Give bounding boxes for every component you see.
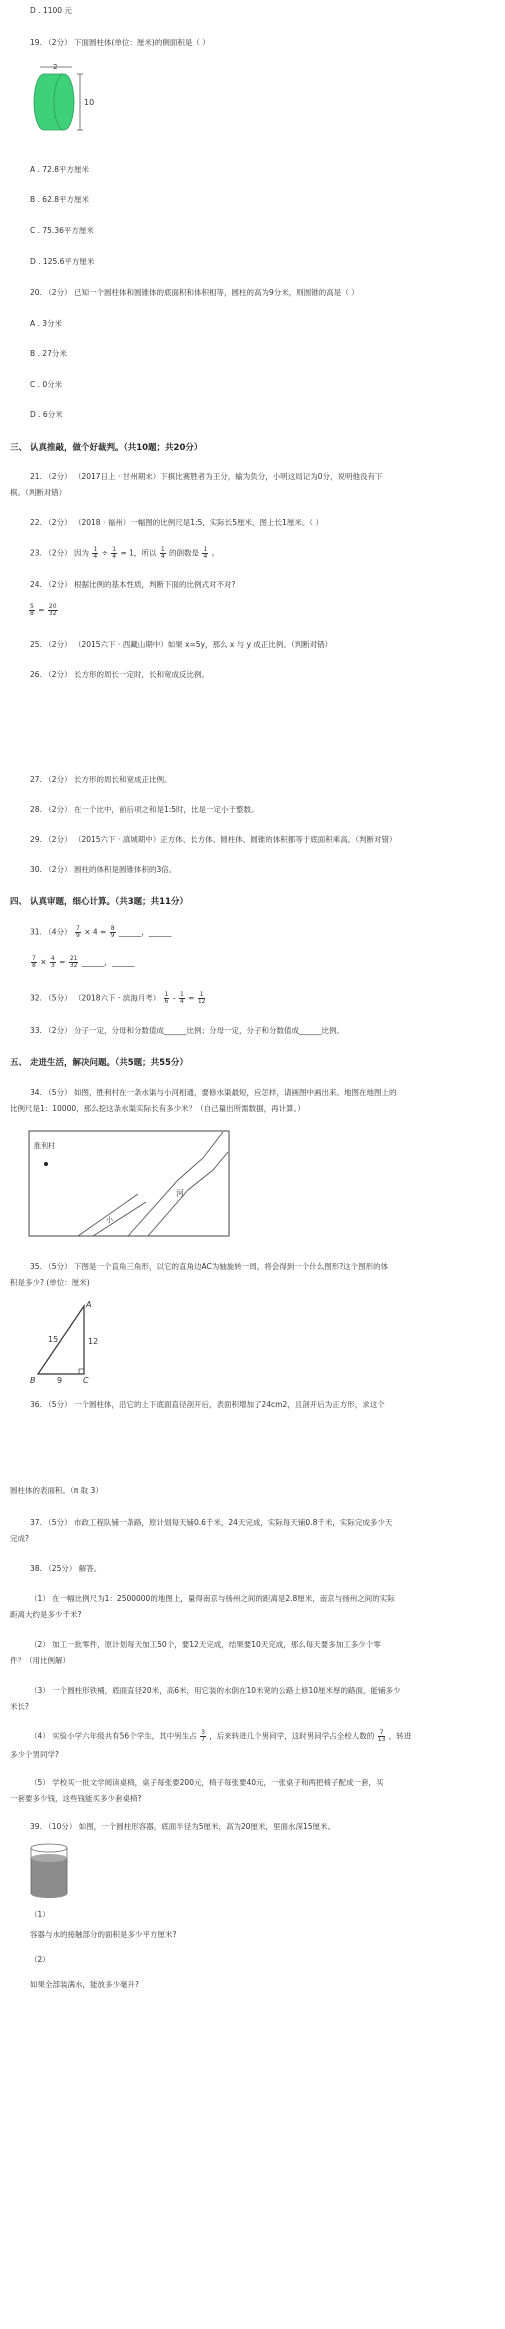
q29: 29. （2分） （2015六下 · 滇城期中）正方体、长方体、圆柱体、圆锥的体积都等于底面积乘高。（判断对错） bbox=[30, 835, 397, 844]
q38-s5-line1: （5） 学校买一批文学阅读桌椅，桌子每张要200元，椅子每张要40元，一张桌子和两把椅子配成一套，买 bbox=[30, 1778, 384, 1787]
q23: 23. （2分） 因为 $\frac{1}{4}$ ÷ $\frac{1}{4}$ = 1，所以 $\frac{1}{4}$ 的倒数是 $\frac{1}{4}$ 。 bbox=[30, 546, 220, 560]
q38-s4-line2: 多少个男同学? bbox=[10, 1750, 59, 1759]
q38-s1-line2: 距离大约是多少千米? bbox=[10, 1610, 82, 1619]
section-4-title: 四、 认真审题，细心计算。（共3题；共11分） bbox=[10, 897, 188, 907]
q38-s1-line1: （1） 在一幅比例尺为1：2500000的地图上，量得南京与扬州之间的距离是2.8厘米，南京与扬州之间的实际 bbox=[30, 1594, 395, 1603]
q39-stem: 39. （10分） 如图，一个圆柱形容器，底面半径为5厘米，高为20厘米，里面水深15厘米。 bbox=[30, 1822, 336, 1831]
q37-line2: 完成? bbox=[10, 1534, 29, 1543]
map-village-label: 胜利村 bbox=[34, 1142, 55, 1150]
q35-line1: 35. （5分） 下图是一个直角三角形，以它的直角边AC为轴旋转一周，将会得到一个什么图形?这个图形的体 bbox=[30, 1262, 389, 1271]
q18-option-d: D . 1100 元 bbox=[30, 6, 72, 15]
tri-side-15: 15 bbox=[48, 1335, 59, 1344]
q39-sub1-label: （1） bbox=[30, 1910, 50, 1919]
right-triangle-figure bbox=[28, 1296, 108, 1386]
q19-stem: 19. （2分） 下面圆柱体(单位：厘米)的侧面积是（ ） bbox=[30, 38, 210, 47]
q25: 25. （2分） （2015六下 · 西藏山期中）如果 x=5y，那么 x 与 y 成正比例。（判断对错） bbox=[30, 640, 333, 649]
q21-line2: 棋。（判断对错） bbox=[10, 488, 67, 497]
q20-option-d: D . 6分米 bbox=[30, 410, 63, 419]
q22: 22. （2分） （2018 · 福州）一幅图的比例尺是1:5，实际长5厘米，图上长1厘米。（ ） bbox=[30, 518, 323, 527]
q24-proportion: $\frac{5}{8}$ = $\frac{20}{32}$ bbox=[30, 603, 57, 617]
tri-side-9: 9 bbox=[57, 1376, 63, 1385]
q19-option-c: C . 75.36平方厘米 bbox=[30, 226, 94, 235]
q21-line1: 21. （2分） （2017日上 · 甘州期末）下棋比赛胜者为王分，输为负分，小明这局记为0分，说明他没有下 bbox=[30, 472, 383, 481]
q31-line1: 31. （4分） $\frac{7}{9}$ × 4 = $\frac{8}{9}$ ______，______ bbox=[30, 925, 172, 939]
village-point bbox=[44, 1162, 48, 1166]
q34-line1: 34. （5分） 如图，胜利村在一条水渠与小河相通，要修水渠最短，应怎样，请画图中画出来。地图在地图上的 bbox=[30, 1088, 397, 1097]
q32: 32. （5分） （2018六下 · 滨海月考） $\frac{1}{6}$ - $\frac{1}{4}$ = $\frac{1}{12}$ bbox=[30, 991, 206, 1005]
q36-line1: 36. （5分） 一个圆柱体，沿它的上下底面直径剖开后，表面积增加了24cm2，且剖开后为正方形，求这个 bbox=[30, 1400, 385, 1409]
map-canal-label: 小 bbox=[106, 1216, 113, 1224]
tri-vertex-c: C bbox=[83, 1376, 89, 1385]
q26: 26. （2分） 长方形的周长一定时，长和宽成反比例。 bbox=[30, 670, 209, 679]
map-river-label: 河 bbox=[176, 1189, 184, 1198]
q38-stem: 38. （25分） 解答。 bbox=[30, 1564, 102, 1573]
q30: 30. （2分） 圆柱的体积是圆锥体积的3倍。 bbox=[30, 865, 177, 874]
q38-s3-line1: （3） 一个圆柱形铁桶，底面直径20米，高6米，用它装的水倒在10米宽的公路上修10厘米厚的路面，能铺多少 bbox=[30, 1686, 401, 1695]
q20-option-a: A . 3分米 bbox=[30, 319, 63, 328]
q19-option-a: A . 72.8平方厘米 bbox=[30, 165, 89, 174]
section-5-title: 五、 走进生活，解决问题。（共5题；共55分） bbox=[10, 1058, 188, 1068]
q28: 28. （2分） 在一个比中，前后项之和是1:5时，比是一定小于整数。 bbox=[30, 805, 259, 814]
section-3-title: 三、 认真推敲，做个好裁判。（共10题；共20分） bbox=[10, 443, 203, 453]
cylinder-diameter-label: 2 bbox=[53, 63, 58, 71]
q38-s2-line1: （2） 加工一批零件，原计划每天加工50个，要12天完成，结果要10天完成，那么每天要多加工多少个零 bbox=[30, 1640, 381, 1649]
q39-sub1-question: 容器与水的接触部分的面积是多少平方厘米? bbox=[30, 1930, 177, 1939]
q39-sub2-label: （2） bbox=[30, 1955, 50, 1964]
q39-sub2-question: 如果全部装满水，能放多少毫升? bbox=[30, 1980, 139, 1989]
q38-s5-line2: 一套要多少钱，这些钱能买多少套桌椅? bbox=[10, 1794, 142, 1803]
q19-option-b: B . 62.8平方厘米 bbox=[30, 195, 89, 204]
q34-line2: 比例尺是1：10000，那么挖这条水渠实际长有多少米？（自己量出所需数据，再计算。） bbox=[10, 1104, 305, 1113]
q35-line2: 积是多少? (单位：厘米) bbox=[10, 1278, 90, 1287]
q31-line2: $\frac{7}{8}$ × $\frac{4}{3}$ = $\frac{21}{32}$ ______，______ bbox=[32, 955, 135, 969]
q20-stem: 20. （2分） 已知一个圆柱体和圆锥体的底面积和体积相等，圆柱的高为9分米，则圆锥的高是（ ） bbox=[30, 288, 359, 297]
q19-option-d: D . 125.6平方厘米 bbox=[30, 257, 95, 266]
village-map-figure bbox=[28, 1130, 238, 1240]
q38-s2-line2: 件？（用比例解） bbox=[10, 1656, 70, 1665]
q24-stem: 24. （2分） 根据比例的基本性质，判断下面的比例式对不对? bbox=[30, 580, 236, 589]
tri-vertex-b: B bbox=[30, 1376, 36, 1385]
container-figure bbox=[28, 1842, 73, 1900]
q38-s4-line1: （4） 实验小学六年级共有56个学生，其中男生占 $\frac{3}{7}$ ，后来转进几个男同学，这时男同学占全校人数的 $\frac{7}{13}$ ，转进 bbox=[30, 1729, 412, 1743]
cylinder-figure bbox=[28, 60, 118, 140]
tri-side-12: 12 bbox=[88, 1337, 99, 1346]
q33: 33. （2分） 分子一定，分母和分数值成______比例；分母一定，分子和分数值成______比例。 bbox=[30, 1026, 344, 1035]
q20-option-b: B . 27分米 bbox=[30, 349, 67, 358]
q36-line2: 圆柱体的表面积。（π 取 3） bbox=[10, 1486, 103, 1495]
cylinder-height-label: 10 bbox=[84, 98, 95, 107]
q27: 27. （2分） 长方形的周长和宽成正比例。 bbox=[30, 775, 172, 784]
q20-option-c: C . 0分米 bbox=[30, 380, 63, 389]
q38-s3-line2: 米长? bbox=[10, 1702, 29, 1711]
tri-vertex-a: A bbox=[86, 1300, 92, 1309]
q37-line1: 37. （5分） 市政工程队铺一条路，原计划每天铺0.6千米，24天完成，实际每天铺0.8千米，实际完成多少天 bbox=[30, 1518, 393, 1527]
